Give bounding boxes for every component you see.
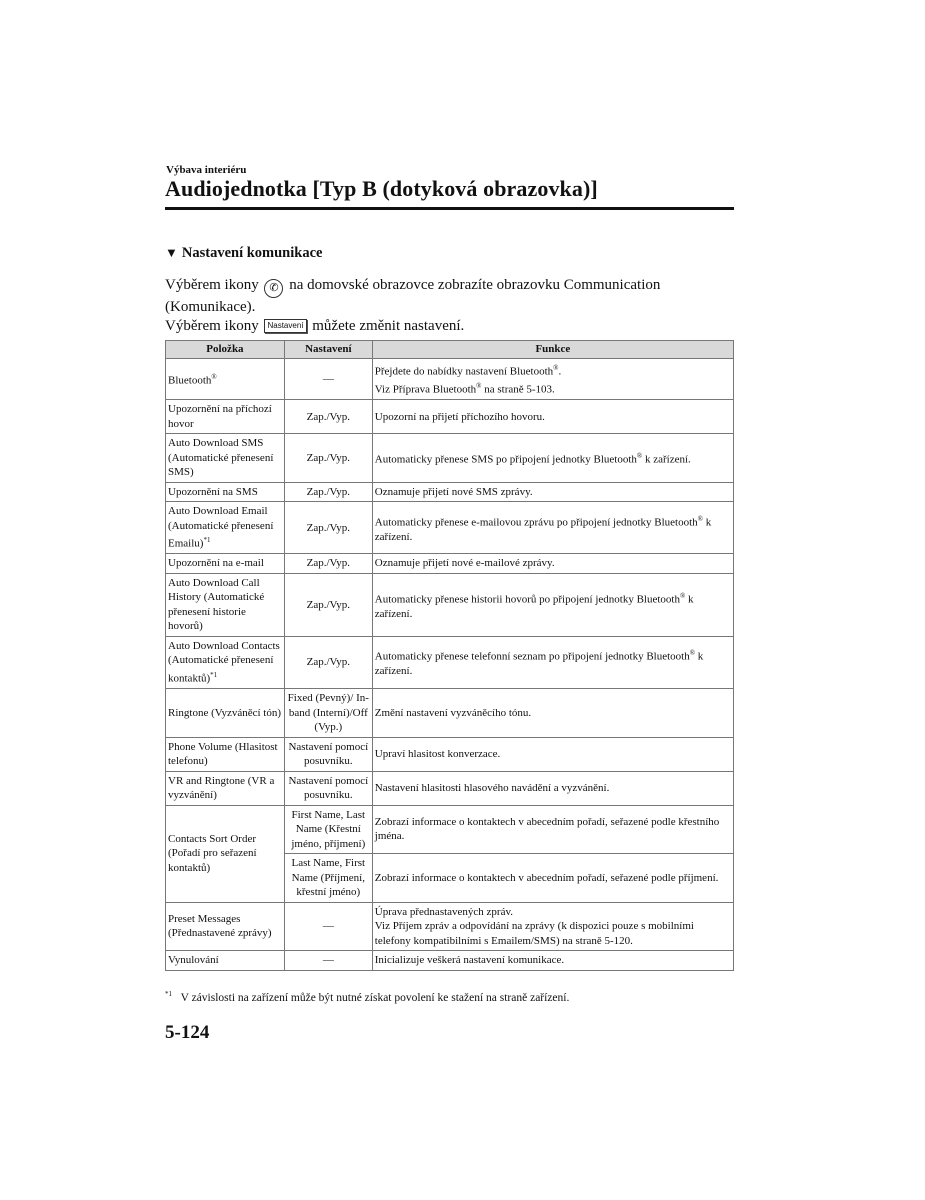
item-cell: Preset Messages (Přednastavené zprávy) (166, 902, 285, 951)
setting-cell: Zap./Vyp. (284, 400, 372, 434)
column-header: Položka (166, 341, 285, 359)
setting-cell: Nastavení pomocí posuvníku. (284, 737, 372, 771)
settings-table (165, 340, 734, 971)
item-cell: Vynulování (166, 951, 285, 971)
intro-line-1 (165, 276, 735, 317)
function-cell: Přejdete do nabídky nastavení Bluetooth®. Viz Příprava Bluetooth® na straně 5-103. (372, 359, 733, 400)
setting-cell: Zap./Vyp. (284, 573, 372, 636)
item-cell: Auto Download SMS (Automatické přenesení SMS) (166, 434, 285, 483)
setting-cell: — (284, 359, 372, 400)
subheading-text: Nastavení komunikace (181, 245, 323, 261)
item-cell: Contacts Sort Order (Pořadí pro seřazení kontaktů) (166, 805, 285, 902)
footnote-marker: *1 (165, 990, 172, 998)
setting-cell: Zap./Vyp. (284, 636, 372, 688)
intro-line2-before: Výběrem ikony (165, 318, 259, 334)
function-cell: Změní nastavení vyzváněcího tónu. (372, 689, 733, 738)
setting-cell: Zap./Vyp. (284, 482, 372, 502)
function-cell: Nastavení hlasitosti hlasového navádění a vyzvánění. (372, 771, 733, 805)
setting-cell: Last Name, First Name (Příjmení, křestní jméno) (284, 854, 372, 903)
item-cell: Auto Download Email (Automatické přenesení Emailu)$^{*1}$ (166, 502, 285, 554)
settings-button-icon: Nastavení (264, 319, 306, 333)
phone-icon: ✆ (264, 279, 283, 298)
intro-line-2 (165, 317, 735, 336)
intro-line2-after: můžete změnit nastavení. (312, 318, 465, 334)
setting-cell: First Name, Last Name (Křestní jméno, příjmení) (284, 805, 372, 854)
function-cell: Automaticky přenese e-mailovou zprávu po připojení jednotky Bluetooth® k zařízení. (372, 502, 733, 554)
page-number: 5-124 (165, 1022, 210, 1043)
section-label: Výbava interiéru (166, 164, 247, 176)
item-cell: VR and Ringtone (VR a vyzvánění) (166, 771, 285, 805)
function-cell: Zobrazí informace o kontaktech v abecedním pořadí, seřazené podle příjmení. (372, 854, 733, 903)
table-row (166, 482, 734, 502)
item-cell: Upozornění na e-mail (166, 554, 285, 574)
setting-cell: Zap./Vyp. (284, 434, 372, 483)
function-cell: Inicializuje veškerá nastavení komunikace. (372, 951, 733, 971)
footnote-text: V závislosti na zařízení může být nutné získat povolení ke stažení na straně zařízení. (180, 991, 570, 1004)
page-title: Audiojednotka [Typ B (dotyková obrazovka)] (165, 176, 598, 201)
function-cell: Oznamuje přijetí nové e-mailové zprávy. (372, 554, 733, 574)
item-cell: Bluetooth® (166, 359, 285, 400)
item-cell: Auto Download Call History (Automatické přenesení historie hovorů) (166, 573, 285, 636)
table-row (166, 359, 734, 400)
subheading (165, 245, 322, 262)
setting-cell: Fixed (Pevný)/ In-band (Interní)/Off (Vyp.) (284, 689, 372, 738)
table-row (166, 554, 734, 574)
table-row (166, 951, 734, 971)
table-row (166, 805, 734, 854)
setting-cell: — (284, 902, 372, 951)
table-header-row (166, 341, 734, 359)
function-cell: Zobrazí informace o kontaktech v abecedním pořadí, seřazené podle křestního jména. (372, 805, 733, 854)
table-row (166, 636, 734, 688)
setting-cell: — (284, 951, 372, 971)
column-header: Nastavení (284, 341, 372, 359)
table-row (166, 434, 734, 483)
item-cell: Phone Volume (Hlasitost telefonu) (166, 737, 285, 771)
item-cell: Upozornění na příchozí hovor (166, 400, 285, 434)
intro-line1-before: Výběrem ikony (165, 277, 259, 293)
function-cell: Úprava přednastavených zpráv. Viz Příjem zpráv a odpovídání na zprávy (k dispozici pouze s mobilními telefony kompatibilními s Emailem/SMS) na straně 5-120. (372, 902, 733, 951)
function-cell: Upozorní na přijetí příchozího hovoru. (372, 400, 733, 434)
table-row (166, 502, 734, 554)
function-cell: Automaticky přenese historii hovorů po připojení jednotky Bluetooth® k zařízení. (372, 573, 733, 636)
table-row (166, 902, 734, 951)
setting-cell: Nastavení pomocí posuvníku. (284, 771, 372, 805)
function-cell: Upraví hlasitost konverzace. (372, 737, 733, 771)
triangle-down-icon: ▼ (165, 245, 178, 260)
title-divider (165, 207, 734, 210)
intro-text (165, 276, 735, 336)
footnote (165, 990, 569, 1004)
table-row (166, 771, 734, 805)
table-row (166, 689, 734, 738)
function-cell: Oznamuje přijetí nové SMS zprávy. (372, 482, 733, 502)
item-cell: Auto Download Contacts (Automatické přenesení kontaktů)$^{*1}$ (166, 636, 285, 688)
intro-line1-after: na domovské obrazovce zobrazíte obrazovku Communication (Komunikace). (165, 277, 661, 315)
table-row (166, 400, 734, 434)
table-row (166, 573, 734, 636)
item-cell: Upozornění na SMS (166, 482, 285, 502)
function-cell: Automaticky přenese telefonní seznam po připojení jednotky Bluetooth® k zařízení. (372, 636, 733, 688)
item-cell: Ringtone (Vyzváněcí tón) (166, 689, 285, 738)
table-row (166, 737, 734, 771)
column-header: Funkce (372, 341, 733, 359)
setting-cell: Zap./Vyp. (284, 502, 372, 554)
function-cell: Automaticky přenese SMS po připojení jednotky Bluetooth® k zařízení. (372, 434, 733, 483)
setting-cell: Zap./Vyp. (284, 554, 372, 574)
